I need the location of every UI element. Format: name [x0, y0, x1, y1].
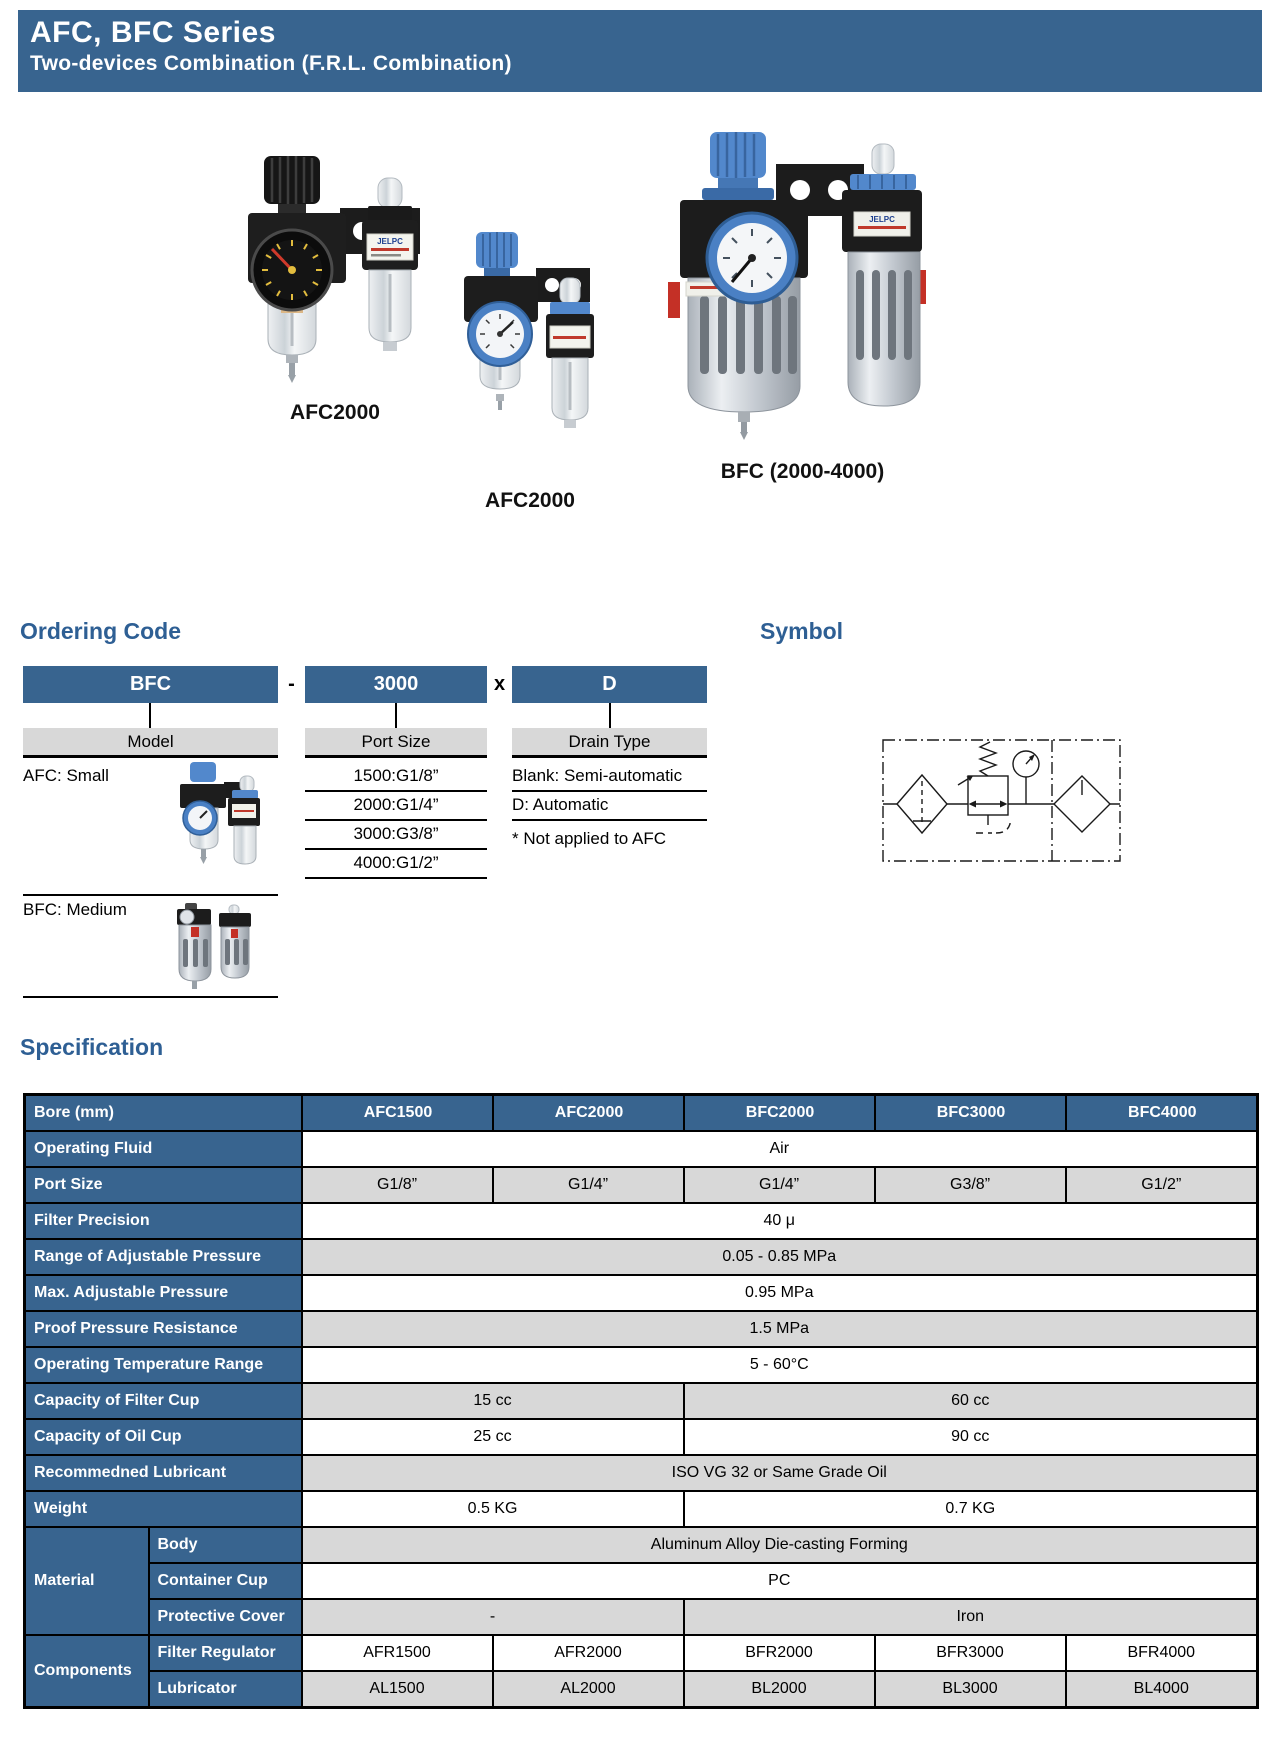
spec-cell: 40 μ	[302, 1203, 1258, 1239]
divider-line	[23, 894, 278, 896]
spec-cell: G1/4”	[684, 1167, 875, 1203]
spec-cell: BL3000	[875, 1671, 1066, 1708]
column-header-drain-type: Drain Type	[512, 728, 707, 758]
spec-cell: G3/8”	[875, 1167, 1066, 1203]
spec-cell: AFR2000	[493, 1635, 684, 1671]
column-header-model: Model	[23, 728, 278, 758]
spec-cell: Iron	[684, 1599, 1258, 1635]
spec-cell: ISO VG 32 or Same Grade Oil	[302, 1455, 1258, 1491]
spec-cell: G1/2”	[1066, 1167, 1258, 1203]
product-photo-afc2000-blue	[452, 228, 612, 483]
spec-row	[25, 1563, 1258, 1599]
spec-cell: Air	[302, 1131, 1258, 1167]
spec-cell: BL2000	[684, 1671, 875, 1708]
spec-cell: BFR3000	[875, 1635, 1066, 1671]
spec-cell: 60 cc	[684, 1383, 1258, 1419]
product-label: BFC (2000-4000)	[720, 460, 885, 483]
spec-row	[25, 1167, 1258, 1203]
pneumatic-symbol	[880, 733, 1125, 868]
code-box-port-size: 3000	[305, 666, 487, 703]
spec-row-label: Range of Adjustable Pressure	[25, 1239, 302, 1275]
spec-cell: Aluminum Alloy Die-casting Forming	[302, 1527, 1258, 1563]
spec-row	[25, 1203, 1258, 1239]
spec-header-row	[25, 1095, 1258, 1132]
spec-row-label: Operating Fluid	[25, 1131, 302, 1167]
connector-line	[609, 703, 611, 728]
brand-text: JELPC	[869, 215, 895, 224]
spec-cell: 1.5 MPa	[302, 1311, 1258, 1347]
spec-group-label: Components	[25, 1635, 149, 1708]
spec-cell: AL1500	[302, 1671, 493, 1708]
spec-cell: PC	[302, 1563, 1258, 1599]
spec-row-label: Protective Cover	[149, 1599, 302, 1635]
port-size-option: 3000:G3/8”	[305, 821, 487, 850]
port-size-option: 1500:G1/8”	[305, 763, 487, 792]
spec-cell: G1/8”	[302, 1167, 493, 1203]
spec-row	[25, 1383, 1258, 1419]
port-size-list	[305, 763, 487, 879]
code-separator-dash: -	[288, 673, 295, 695]
spec-col-header: AFC1500	[302, 1095, 493, 1132]
connector-line	[395, 703, 397, 728]
spec-row-label: Container Cup	[149, 1563, 302, 1599]
divider-line	[23, 996, 278, 998]
code-separator-x: x	[493, 673, 506, 695]
spec-row	[25, 1599, 1258, 1635]
page-subtitle: Two-devices Combination (F.R.L. Combination)	[30, 52, 512, 75]
column-header-port-size: Port Size	[305, 728, 487, 758]
drain-type-option: D: Automatic	[512, 792, 707, 821]
spec-table	[23, 1093, 1259, 1709]
spec-col-header: BFC3000	[875, 1095, 1066, 1132]
spec-row-label: Capacity of Oil Cup	[25, 1419, 302, 1455]
product-label: AFC2000	[290, 401, 380, 424]
drain-type-option: Blank: Semi-automatic	[512, 763, 707, 792]
spec-row-label: Max. Adjustable Pressure	[25, 1275, 302, 1311]
spec-row-label: Filter Regulator	[149, 1635, 302, 1671]
code-box-drain: D	[512, 666, 707, 703]
spec-row-label: Operating Temperature Range	[25, 1347, 302, 1383]
ordering-code-heading: Ordering Code	[20, 618, 182, 644]
spec-cell: -	[302, 1599, 684, 1635]
model-item-afc: AFC: Small	[23, 766, 109, 785]
spec-cell: 0.05 - 0.85 MPa	[302, 1239, 1258, 1275]
spec-group-label: Material	[25, 1527, 149, 1635]
drain-type-note: * Not applied to AFC	[512, 829, 667, 848]
spec-cell: 25 cc	[302, 1419, 684, 1455]
spec-row-label: Body	[149, 1527, 302, 1563]
title-banner	[18, 10, 1262, 92]
spec-cell: 15 cc	[302, 1383, 684, 1419]
spec-col-header: BFC4000	[1066, 1095, 1258, 1132]
drain-type-list	[512, 763, 707, 853]
product-photo-bfc	[648, 130, 933, 458]
spec-row	[25, 1239, 1258, 1275]
brand-text: JELPC	[377, 237, 403, 246]
symbol-heading: Symbol	[760, 618, 844, 644]
spec-cell: AFR1500	[302, 1635, 493, 1671]
page-title: AFC, BFC Series	[30, 16, 276, 49]
spec-row-label: Filter Precision	[25, 1203, 302, 1239]
port-size-option: 2000:G1/4”	[305, 792, 487, 821]
spec-row	[25, 1131, 1258, 1167]
spec-row-label: Proof Pressure Resistance	[25, 1311, 302, 1347]
spec-cell: 0.7 KG	[684, 1491, 1258, 1527]
model-thumb-bfc	[173, 903, 258, 995]
spec-row	[25, 1455, 1258, 1491]
spec-cell: 0.5 KG	[302, 1491, 684, 1527]
spec-col-header: BFC2000	[684, 1095, 875, 1132]
spec-row	[25, 1527, 1258, 1563]
spec-row-label: Capacity of Filter Cup	[25, 1383, 302, 1419]
connector-line	[149, 703, 151, 728]
spec-row	[25, 1671, 1258, 1708]
spec-row	[25, 1347, 1258, 1383]
specification-heading: Specification	[20, 1034, 164, 1060]
port-size-option: 4000:G1/2”	[305, 850, 487, 879]
spec-cell: 0.95 MPa	[302, 1275, 1258, 1311]
model-item-bfc: BFC: Medium	[23, 900, 127, 919]
product-photo-afc2000-black	[228, 150, 448, 400]
spec-row-label: Weight	[25, 1491, 302, 1527]
spec-cell: G1/4”	[493, 1167, 684, 1203]
code-box-model: BFC	[23, 666, 278, 703]
spec-cell: BFR4000	[1066, 1635, 1258, 1671]
spec-cell: 5 - 60°C	[302, 1347, 1258, 1383]
spec-cell: BL4000	[1066, 1671, 1258, 1708]
spec-row-label: Port Size	[25, 1167, 302, 1203]
spec-row-label: Lubricator	[149, 1671, 302, 1708]
spec-col-header: AFC2000	[493, 1095, 684, 1132]
spec-row	[25, 1635, 1258, 1671]
spec-corner-label: Bore (mm)	[25, 1095, 302, 1132]
spec-row	[25, 1311, 1258, 1347]
spec-cell: 90 cc	[684, 1419, 1258, 1455]
spec-cell: AL2000	[493, 1671, 684, 1708]
spec-cell: BFR2000	[684, 1635, 875, 1671]
spec-row	[25, 1491, 1258, 1527]
spec-row-label: Recommedned Lubricant	[25, 1455, 302, 1491]
product-label: AFC2000	[485, 489, 575, 512]
model-thumb-afc	[172, 760, 272, 890]
spec-row	[25, 1419, 1258, 1455]
spec-row	[25, 1275, 1258, 1311]
